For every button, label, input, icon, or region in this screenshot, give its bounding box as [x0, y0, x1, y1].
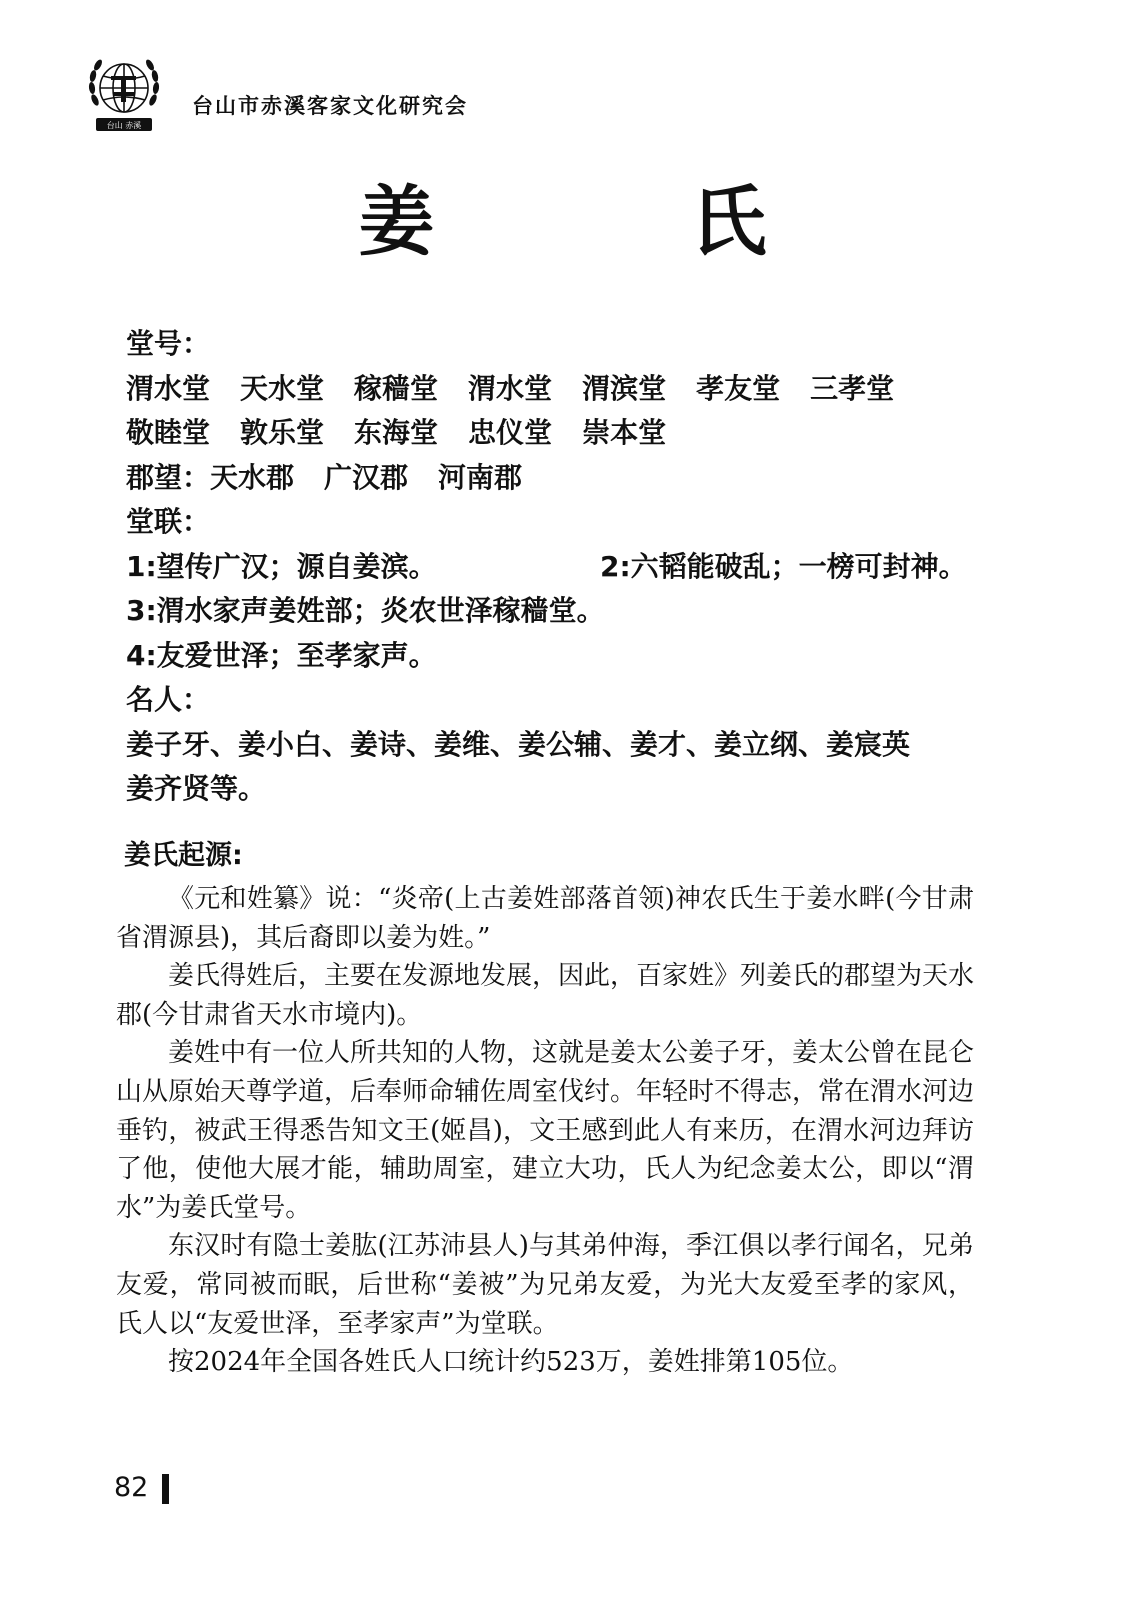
organization-name: 台山市赤溪客家文化研究会 — [192, 93, 468, 118]
hall-names-label: 堂号： — [126, 327, 211, 360]
surname-info — [126, 322, 1006, 812]
celebrities-list: 姜齐贤等。 — [126, 772, 267, 805]
logo-label: 台山 赤溪 — [106, 121, 142, 130]
hall-name: 孝友堂 — [696, 371, 781, 405]
celebrities-list: 姜子牙、姜小白、姜诗、姜维、姜公辅、姜才、姜立纲、姜宸英 — [126, 727, 911, 761]
couplet: 3:渭水家声姜姓部；炎农世泽稼穑堂。 — [126, 594, 605, 627]
hall-name: 忠仪堂 — [468, 416, 553, 449]
page-header — [84, 52, 684, 142]
hall-name: 稼穑堂 — [354, 371, 439, 405]
hall-name: 三孝堂 — [810, 371, 895, 405]
origin-paragraph: 姜氏得姓后，主要在发源地发展，因此，百家姓》列姜氏的郡望为天水郡(今甘肃省天水市境内)。 — [116, 961, 975, 1030]
page-number-bar — [162, 1474, 169, 1504]
commandery: 河南郡 — [438, 460, 523, 494]
origin-paragraph: 东汉时有隐士姜肱(江苏沛县人)与其弟仲海，季江俱以孝行闻名，兄弟友爱，常同被而眠，后世称“姜被”为兄弟友爱，为光大友爱至孝的家风，氏人以“友爱世泽，至孝家声”为堂联。 — [116, 1231, 974, 1339]
couplet: 1:望传广汉；源自姜滨。 — [126, 549, 437, 583]
hall-name: 天水堂 — [240, 371, 325, 405]
hall-name: 崇本堂 — [582, 416, 667, 449]
celebrities-label: 名人： — [126, 683, 211, 716]
commanderies-line — [126, 456, 1006, 501]
couplet: 2:六韬能破乱；一榜可封神。 — [600, 549, 967, 583]
page-title: 姜 氏 — [358, 177, 857, 266]
page-number: 82 — [114, 1472, 149, 1503]
origin-paragraph: 《元和姓纂》说：“炎帝(上古姜姓部落首领)神农氏生于姜水畔(今甘肃省渭源县)，其后裔即以姜为姓。” — [116, 884, 974, 953]
hall-name: 东海堂 — [354, 416, 439, 449]
hall-name: 渭滨堂 — [582, 371, 667, 405]
couplet-row — [126, 545, 1006, 590]
hall-name: 渭水堂 — [126, 371, 211, 405]
commandery: 广汉郡 — [324, 460, 409, 494]
hall-name: 敦乐堂 — [240, 416, 325, 449]
commanderies-label: 郡望： — [126, 460, 211, 494]
hall-name: 敬睦堂 — [126, 416, 211, 449]
origin-heading: 姜氏起源: — [124, 840, 243, 871]
origin-body — [116, 880, 974, 1382]
association-logo — [84, 52, 164, 134]
commandery: 天水郡 — [210, 460, 295, 494]
couplet: 4:友爱世泽；至孝家声。 — [126, 638, 437, 672]
couplets-label: 堂联： — [126, 505, 211, 538]
origin-paragraph: 按2024年全国各姓氏人口统计约523万，姜姓排第105位。 — [168, 1347, 854, 1378]
hall-names-row — [126, 367, 1006, 412]
hall-names-row — [126, 411, 1006, 456]
origin-paragraph: 姜姓中有一位人所共知的人物，这就是姜太公姜子牙，姜太公曾在昆仑山从原始天尊学道，后奉师命辅佐周室伐纣。年轻时不得志，常在渭水河边垂钓，被武王得悉告知文王(姬昌)，文王感到此人有来历，在渭水河边拜访了他，使他大展才能，辅助周室，建立大功，氏人为纪念姜太公，即以“渭水”为姜氏堂号。 — [116, 1038, 975, 1223]
hall-name: 渭水堂 — [468, 371, 553, 405]
